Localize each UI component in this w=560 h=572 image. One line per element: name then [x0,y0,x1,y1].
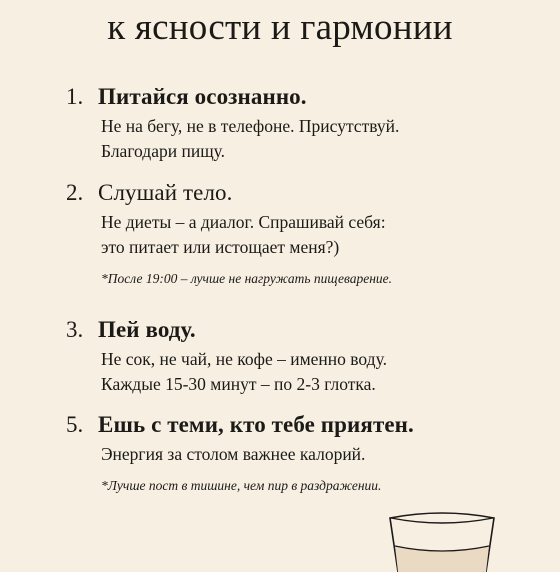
tip-title: Ешь с теми, кто тебе приятен. [98,412,414,437]
tip-number: 3. [66,317,84,342]
tips-list [66,82,536,496]
tip-body [101,347,536,397]
tip-body [101,114,536,164]
tip-line: Энергия за столом важнее калорий. [101,444,366,464]
tip-note: *Лучше пост в тишине, чем пир в раздражении. [101,478,382,493]
tip-line: Благодари пищу. [101,141,226,161]
tip-title: Пей воду. [98,317,196,342]
tip-number: 2. [66,180,84,205]
tip-line: Не на бегу, не в телефоне. Присутствуй. [101,116,400,136]
tip-body [101,210,536,260]
tip-item-3 [66,315,536,410]
tip-number: 1. [66,84,84,109]
page-subtitle: к ясности и гармонии [107,7,453,48]
tip-line: это питает или истощает меня?) [101,237,340,257]
tip-note: *После 19:00 – лучше не нагружать пищеварение. [101,271,393,286]
tip-item-1 [66,82,536,178]
tip-title: Слушай тело. [98,180,233,205]
tip-item-2 [66,178,536,315]
tip-title: Питайся осознанно. [98,84,307,109]
tip-number: 5. [66,412,84,437]
tip-body [101,442,536,467]
cropped-heading-remnant [0,0,560,2]
tip-line: Не диеты – а диалог. Спрашивай себя: [101,212,386,232]
tip-line: Не сок, не чай, не кофе – именно воду. [101,349,387,369]
tip-item-5 [66,410,536,496]
water-glass-icon [386,512,498,572]
tip-line: Каждые 15-30 минут – по 2-3 глотка. [101,374,376,394]
